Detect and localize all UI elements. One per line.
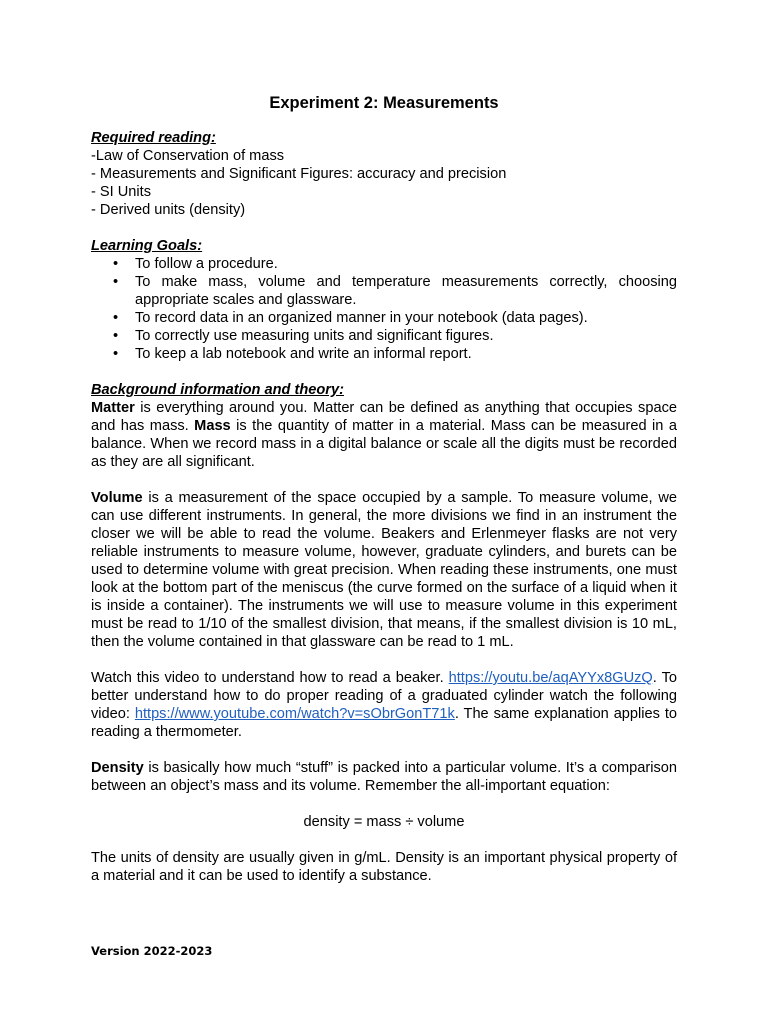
required-reading-item: - Derived units (density): [91, 202, 246, 218]
learning-goal-item: [91, 273, 677, 309]
term-volume: Volume: [91, 490, 143, 506]
cylinder-video-link[interactable]: https://www.youtube.com/watch?v=sObrGonT71k: [134, 706, 455, 722]
document-body: [91, 92, 677, 885]
video-paragraph: [91, 669, 677, 741]
matter-text: is everything around you. Matter can be defined as anything that occupies space and has mass.: [91, 400, 677, 434]
learning-goal-item: [91, 345, 677, 363]
matter-paragraph: [91, 399, 677, 471]
required-reading-item: - SI Units: [91, 184, 152, 200]
density-text: is basically how much “stuff” is packed into a particular volume. It’s a comparison between an object’s mass and its volume. Remember the all-important equation:: [91, 760, 677, 794]
learning-goal-text: To correctly use measuring units and significant figures.: [135, 328, 494, 344]
spacer: [91, 831, 677, 849]
volume-paragraph: [91, 489, 677, 651]
term-matter: Matter: [91, 400, 135, 416]
learning-goal-text: To make mass, volume and temperature measurements correctly, choosing appropriate scales and glassware.: [135, 274, 677, 308]
volume-text: is a measurement of the space occupied by a sample. To measure volume, we can use different instruments. In general, the more divisions we find in an instrument the closer we will be able to read the volume. Beakers and Erlenmeyer flasks are not very reliable instruments to measure volume, however, graduate cylinders, and burets can be used to determine volume with great precision. When reading these instruments, one must look at the bottom part of the meniscus (the curve formed on the surface of a liquid when it is inside a container). The instruments we will use to measure volume in this experiment must be read to 1/10 of the smallest division, that means, if the smallest division is 10 mL, then the volume contained in that glassware can be read to 1 mL.: [91, 490, 677, 650]
video-text-1: Watch this video to understand how to read a beaker.: [91, 670, 449, 686]
learning-goal-text: To keep a lab notebook and write an informal report.: [135, 346, 472, 362]
spacer: [91, 651, 677, 669]
learning-goal-text: To record data in an organized manner in your notebook (data pages).: [135, 310, 588, 326]
spacer: [91, 219, 677, 237]
density-paragraph: [91, 759, 677, 795]
spacer: [91, 471, 677, 489]
page-title: Experiment 2: Measurements: [269, 94, 499, 112]
video-text-3: . The same explanation applies to reading a thermometer.: [91, 706, 678, 740]
version-footer: Version 2022-2023: [91, 944, 213, 958]
mass-text: is the quantity of matter in a material. Mass can be measured in a balance. When we record mass in a digital balance or scale all the digits must be recorded as they are all significant.: [91, 418, 677, 470]
bullet-icon: •: [113, 346, 119, 362]
bullet-icon: •: [113, 274, 119, 290]
required-reading-heading: Required reading:: [91, 130, 216, 146]
learning-goal-text: To follow a procedure.: [135, 256, 278, 272]
required-reading-item: - Measurements and Significant Figures: accuracy and precision: [91, 166, 507, 182]
spacer: [91, 741, 677, 759]
bullet-icon: •: [113, 328, 119, 344]
spacer: [91, 795, 677, 813]
bullet-icon: •: [113, 256, 119, 272]
learning-goal-item: [91, 309, 677, 327]
beaker-video-link[interactable]: https://youtu.be/aqAYYx8GUzQ: [448, 670, 653, 686]
learning-goals-list: [91, 255, 677, 363]
required-reading-item: -Law of Conservation of mass: [91, 148, 285, 164]
bullet-icon: •: [113, 310, 119, 326]
term-density: Density: [91, 760, 144, 776]
video-text-2: . To better understand how to do proper reading of a graduated cylinder watch the following video:: [91, 670, 677, 722]
learning-goal-item: [91, 327, 677, 345]
density-units-paragraph: The units of density are usually given in g/mL. Density is an important physical property of a material and it can be used to identify a substance.: [91, 850, 677, 884]
learning-goal-item: [91, 255, 677, 273]
density-equation: density = mass ÷ volume: [303, 814, 465, 830]
spacer: [91, 363, 677, 381]
term-mass: Mass: [194, 418, 231, 434]
learning-goals-heading: Learning Goals:: [91, 238, 203, 254]
background-heading: Background information and theory:: [91, 382, 344, 398]
